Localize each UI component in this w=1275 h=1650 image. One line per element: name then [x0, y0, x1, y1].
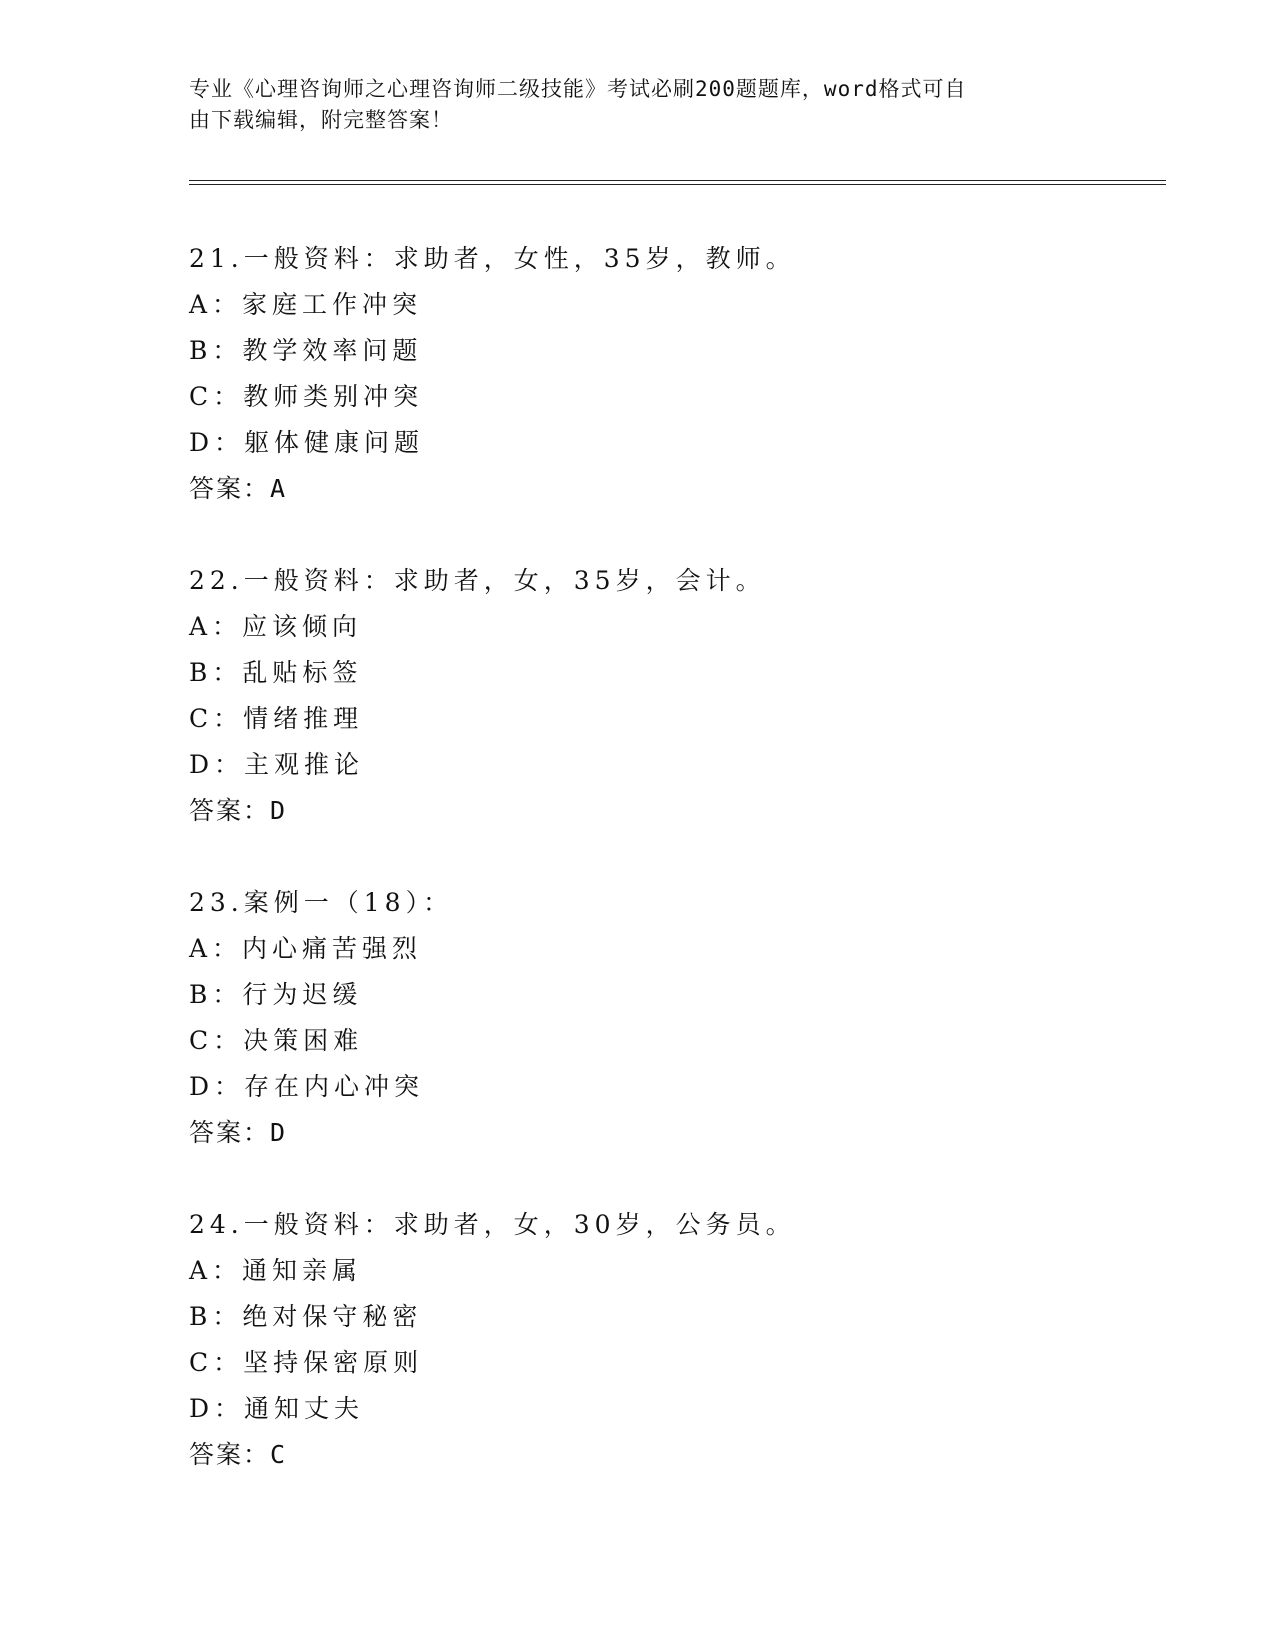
question-stem: 23.案例一（18）：	[189, 888, 454, 917]
answer: 答案：D	[189, 796, 288, 825]
option-a: A：家庭工作冲突	[189, 290, 423, 319]
option-d: D：躯体健康问题	[189, 428, 425, 457]
header-line-2: 由下载编辑，附完整答案！	[189, 108, 453, 132]
option-b: B：乱贴标签	[189, 658, 363, 687]
option-b: B：绝对保守秘密	[189, 1302, 423, 1331]
answer: 答案：C	[189, 1440, 288, 1469]
option-a: A：通知亲属	[189, 1256, 363, 1285]
question-stem: 24.一般资料：求助者，女，30岁，公务员。	[189, 1210, 796, 1239]
answer: 答案：A	[189, 474, 288, 503]
option-d: D：通知丈夫	[189, 1394, 365, 1423]
question-23	[189, 880, 1139, 1156]
answer: 答案：D	[189, 1118, 288, 1147]
header-divider-top	[189, 180, 1166, 181]
question-24	[189, 1202, 1139, 1478]
option-c: C：坚持保密原则	[189, 1348, 424, 1377]
document-header	[189, 74, 1069, 136]
option-d: D：主观推论	[189, 750, 365, 779]
option-c: C：决策困难	[189, 1026, 364, 1055]
option-d: D：存在内心冲突	[189, 1072, 425, 1101]
question-stem: 21.一般资料：求助者，女性，35岁，教师。	[189, 244, 796, 273]
option-b: B：教学效率问题	[189, 336, 423, 365]
header-line-1: 专业《心理咨询师之心理咨询师二级技能》考试必刷200题题库，word格式可自	[189, 77, 967, 101]
header-divider-bottom	[189, 184, 1166, 185]
option-a: A：内心痛苦强烈	[189, 934, 423, 963]
option-b: B：行为迟缓	[189, 980, 363, 1009]
option-a: A：应该倾向	[189, 612, 363, 641]
question-21	[189, 236, 1139, 512]
option-c: C：情绪推理	[189, 704, 364, 733]
option-c: C：教师类别冲突	[189, 382, 424, 411]
question-22	[189, 558, 1139, 834]
question-stem: 22.一般资料：求助者，女，35岁，会计。	[189, 566, 766, 595]
